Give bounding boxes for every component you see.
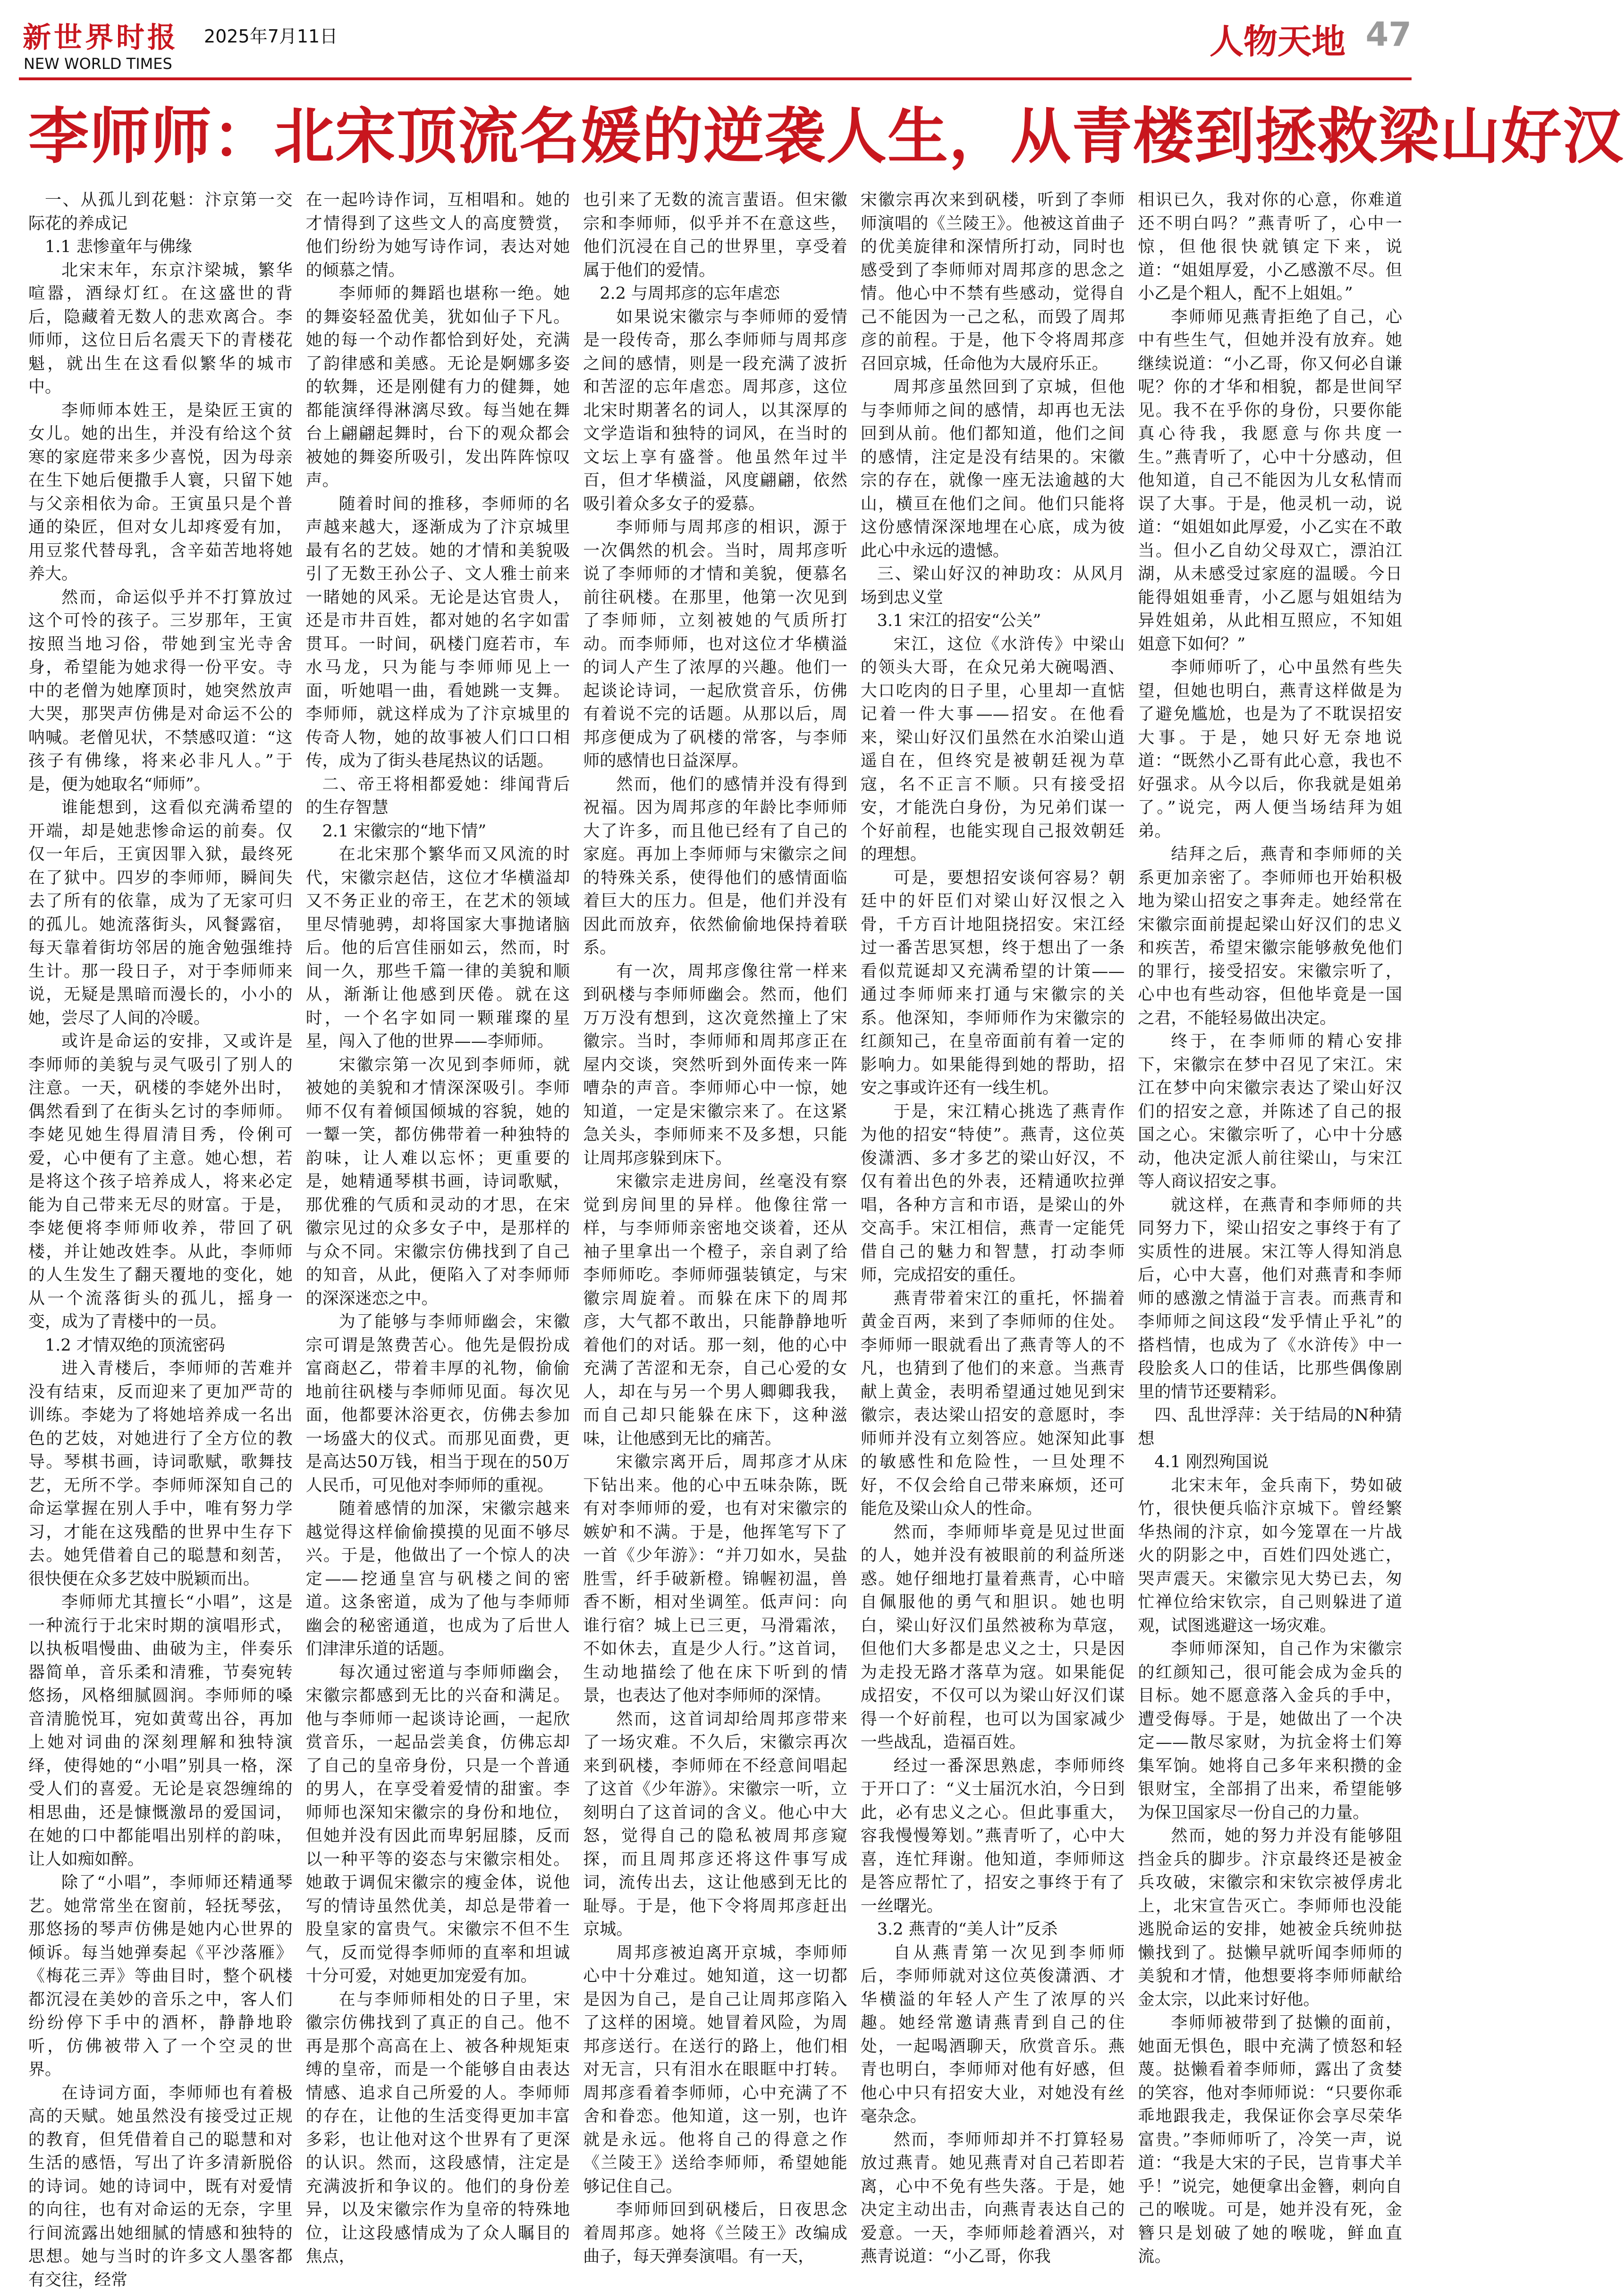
- article-paragraph: 周邦彦被迫离开京城，李师师心中十分难过。她知道，这一切都是因为自己，是自己让周邦彦陷入了这样的困境。她冒着风险，为周邦彦送行。在送行的路上，他们相对无言，只有泪水在眼眶中打转。周邦彦看着李师师，心中充满了不舍和眷恋。他知道，这一别，也许就是永远。他将自己的得意之作《兰陵王》送给李师师，希望她能够记住自己。: [583, 1942, 847, 2199]
- article-paragraph: 有一次，周邦彦像往常一样来到矾楼与李师师幽会。然而，他们万万没有想到，这次竟然撞上了宋徽宗。当时，李师师和周邦彦正在屋内交谈，突然听到外面传来一阵嘈杂的声音。李师师心中一惊，她知道，一定是宋徽宗来了。在这紧急关头，李师师来不及多想，只能让周邦彦躲到床下。: [583, 960, 847, 1171]
- article-headline: 李师师：北宋顶流名媛的逆袭人生，从青楼到拯救梁山好汉: [28, 90, 1402, 184]
- section-subheading: 三、梁山好汉的神助攻：从风月场到忠义堂: [861, 563, 1125, 609]
- article-paragraph: 宋徽宗走进房间，丝毫没有察觉到房间里的异样。他像往常一样，与李师师亲密地交谈着，还从袖子里拿出一个橙子，亲自剥了给李师师吃。李师师强装镇定，与宋徽宗周旋着。而躲在床下的周邦彦，大气都不敢出，只能静静地听着他们的对话。那一刻，他的心中充满了苦涩和无奈，自己心爱的女人，却在与另一个男人卿卿我我，而自己却只能躲在床下，这种滋味，让他感到无比的痛苦。: [583, 1170, 847, 1451]
- section-subheading: 4.1 刚烈殉国说: [1138, 1451, 1402, 1474]
- article-paragraph: 可是，要想招安谈何容易？朝廷中的奸臣们对梁山好汉恨之入骨，千方百计地阻挠招安。宋江经过一番苦思冥想，终于想出了一条看似荒诞却又充满希望的计策——通过李师师来打通与宋徽宗的关系。他深知，李师师作为宋徽宗的红颜知己，在皇帝面前有着一定的影响力。如果能得到她的帮助，招安之事或许还有一线生机。: [861, 867, 1125, 1100]
- article-paragraph: 除了“小唱”，李师师还精通琴艺。她常常坐在窗前，轻抚琴弦，那悠扬的琴声仿佛是她内心世界的倾诉。每当她弹奏起《平沙落雁》《梅花三弄》等曲目时，整个矾楼都沉浸在美妙的音乐之中，客人们纷纷停下手中的酒杯，静静地聆听，仿佛被带入了一个空灵的世界。: [28, 1871, 293, 2082]
- article-paragraph: 终于，在李师师的精心安排下，宋徽宗在梦中召见了宋江。宋江在梦中向宋徽宗表达了梁山好汉们的招安之意，并陈述了自己的报国之心。宋徽宗听了，心中十分感动，他决定派人前往梁山，与宋江等人商议招安之事。: [1138, 1030, 1402, 1194]
- article-paragraph: 然而，李师师毕竟是见过世面的人，她并没有被眼前的利益所迷惑。她仔细地打量着燕青，心中暗自佩服他的勇气和胆识。她也明白，梁山好汉们虽然被称为草寇，但他们大多都是忠义之士，只是因为走投无路才落草为寇。如果能促成招安，不仅可以为梁山好汉们谋得一个好前程，也可以为国家减少一些战乱，造福百姓。: [861, 1521, 1125, 1755]
- article-paragraph: 在北宋那个繁华而又风流的时代，宋徽宗赵佶，这位才华横溢却又不务正业的帝王，在艺术的领域里尽情驰骋，却将国家大事抛诸脑后。他的后宫佳丽如云，然而，时间一久，那些千篇一律的美貌和顺从，渐渐让他感到厌倦。就在这时，一个名字如同一颗璀璨的星星，闯入了他的世界——李师师。: [306, 843, 570, 1054]
- masthead-divider: [19, 77, 1412, 80]
- section-subheading: 一、从孤儿到花魁：汴京第一交际花的养成记: [28, 189, 293, 236]
- article-paragraph: 然而，这首词却给周邦彦带来了一场灾难。不久后，宋徽宗再次来到矾楼，李师师在不经意间唱起了这首《少年游》。宋徽宗一听，立刻明白了这首词的含义。他心中大怒，觉得自己的隐私被周邦彦窥探，而且周邦彦还将这件事写成词，流传出去，这让他感到无比的耻辱。于是，他下令将周邦彦赶出京城。: [583, 1708, 847, 1942]
- section-subheading: 2.2 与周邦彦的忘年虐恋: [583, 282, 847, 306]
- article-column-3: [583, 189, 847, 2157]
- section-subheading: 1.1 悲惨童年与佛缘: [28, 236, 293, 259]
- article-paragraph: 在与李师师相处的日子里，宋徽宗仿佛找到了真正的自己。他不再是那个高高在上、被各种规矩束缚的皇帝，而是一个能够自由表达情感、追求自己所爱的人。李师师的存在，让他的生活变得更加丰富多彩，也让他对这个世界有了更深的认识。然而，这段感情，注定是充满波折和争议的。他们的身份差异，以及宋徽宗作为皇帝的特殊地位，让这段感情成为了众人瞩目的焦点，: [306, 1988, 570, 2269]
- article-paragraph: 结拜之后，燕青和李师师的关系更加亲密了。李师师也开始积极地为梁山招安之事奔走。她经常在宋徽宗面前提起梁山好汉们的忠义和疾苦，希望宋徽宗能够赦免他们的罪行，接受招安。宋徽宗听了，心中也有些动容，但他毕竟是一国之君，不能轻易做出决定。: [1138, 843, 1402, 1030]
- article-paragraph: 李师师本姓王，是染匠王寅的女儿。她的出生，并没有给这个贫寒的家庭带来多少喜悦，因为母亲在生下她后便撒手人寰，只留下她与父亲相依为命。王寅虽只是个普通的染匠，但对女儿却疼爱有加，用豆浆代替母乳，含辛茹苦地将她养大。: [28, 399, 293, 586]
- section-title: 人物天地: [1210, 14, 1345, 63]
- article-paragraph: 然而，李师师却并不打算轻易放过燕青。她见燕青对自己若即若离，心中不免有些失落。于是，她决定主动出击，向燕青表达自己的爱意。一天，李师师趁着酒兴，对燕青说道：“小乙哥，你我: [861, 2129, 1125, 2269]
- article-column-4: [861, 189, 1125, 2157]
- section-subheading: 四、乱世浮萍：关于结局的N种猜想: [1138, 1404, 1402, 1451]
- issue-date: 2025年7月11日: [204, 22, 338, 48]
- article-paragraph: 李师师深知，自己作为宋徽宗的红颜知己，很可能会成为金兵的目标。她不愿意落入金兵的手中，遭受侮辱。于是，她做出了一个决定——散尽家财，为抗金将士们筹集军饷。她将自己多年来积攒的金银财宝，全部捐了出来，希望能够为保卫国家尽一份自己的力量。: [1138, 1638, 1402, 1825]
- article-paragraph: 宋徽宗离开后，周邦彦才从床下钻出来。他的心中五味杂陈，既有对李师师的爱，也有对宋徽宗的嫉妒和不满。于是，他挥笔写下了一首《少年游》：“并刀如水，吴盐胜雪，纤手破新橙。锦幄初温，兽香不断，相对坐调笙。低声问：向谁行宿？城上已三更，马滑霜浓，不如休去，直是少人行。”这首词，生动地描绘了他在床下听到的情景，也表达了他对李师师的深情。: [583, 1451, 847, 1708]
- article-paragraph: 李师师回到矾楼后，日夜思念着周邦彦。她将《兰陵王》改编成曲子，每天弹奏演唱。有一天，: [583, 2199, 847, 2269]
- article-paragraph: 宋徽宗第一次见到李师师，就被她的美貌和才情深深吸引。李师师不仅有着倾国倾城的容貌，她的一颦一笑，都仿佛带着一种独特的韵味，让人难以忘怀；更重要的是，她精通琴棋书画，诗词歌赋，那优雅的气质和灵动的才思，在宋徽宗见过的众多女子中，是那样的与众不同。宋徽宗仿佛找到了自己的知音，从此，便陷入了对李师师的深深迷恋之中。: [306, 1054, 570, 1311]
- article-paragraph: 经过一番深思熟虑，李师师终于开口了：“义士届沉水泊，今日到此，必有忠义之心。但此事重大，容我慢慢筹划。”燕青听了，心中大喜，连忙拜谢。他知道，李师师这是答应帮忙了，招安之事终于有了一丝曙光。: [861, 1755, 1125, 1919]
- article-paragraph: 北宋末年，金兵南下，势如破竹，很快便兵临汴京城下。曾经繁华热闹的汴京，如今笼罩在一片战火的阴影之中，百姓们四处逃亡，哭声震天。宋徽宗见大势已去，匆忙禅位给宋钦宗，自己则躲进了道观，试图逃避这一场灾难。: [1138, 1474, 1402, 1638]
- section-subheading: 1.2 才情双绝的顶流密码: [28, 1334, 293, 1358]
- section-subheading: 2.1 宋徽宗的“地下情”: [306, 820, 570, 844]
- page-number: 47: [1366, 15, 1412, 54]
- article-paragraph: 自从燕青第一次见到李师师后，李师师就对这位英俊潇洒、才华横溢的年轻人产生了浓厚的兴趣。她经常邀请燕青到自己的住处，一起喝酒聊天，欣赏音乐。燕青也明白，李师师对他有好感，但他心中只有招安大业，对她没有丝毫杂念。: [861, 1942, 1125, 2129]
- article-paragraph: 李师师见燕青拒绝了自己，心中有些生气，但她并没有放弃。她继续说道：“小乙哥，你又何必自谦呢？你的才华和相貌，都是世间罕见。我不在乎你的身份，只要你能真心待我，我愿意与你共度一生。”燕青听了，心中十分感动，但他知道，自己不能因为儿女私情而误了大事。于是，他灵机一动，说道：“姐姐如此厚爱，小乙实在不敢当。但小乙自幼父母双亡，漂泊江湖，从未感受过家庭的温暖。今日能得姐姐垂青，小乙愿与姐姐结为异姓姐弟，从此相互照应，不知姐姐意下如何？”: [1138, 306, 1402, 657]
- masthead: [19, 10, 1412, 81]
- section-subheading: 3.2 燕青的“美人计”反杀: [861, 1918, 1125, 1942]
- article-paragraph: 在诗词方面，李师师也有着极高的天赋。她虽然没有接受过正规的教育，但凭借着自己的聪慧和对生活的感悟，写出了许多清新脱俗的诗词。她的诗词中，既有对爱情的向往，也有对命运的无奈，字里行间流露出她细腻的情感和独特的思想。她与当时的许多文人墨客都有交往，经常: [28, 2082, 293, 2292]
- article-paragraph: 然而，他们的感情并没有得到祝福。因为周邦彦的年龄比李师师大了许多，而且他已经有了自己的家庭。再加上李师师与宋徽宗之间的特殊关系，使得他们的感情面临着巨大的压力。但是，他们并没有因此而放弃，依然偷偷地保持着联系。: [583, 773, 847, 960]
- article-paragraph: 相识已久，我对你的心意，你难道还不明白吗？”燕青听了，心中一惊，但他很快就镇定下来，说道：“姐姐厚爱，小乙感激不尽。但小乙是个粗人，配不上姐姐。”: [1138, 189, 1402, 306]
- article-paragraph: 李师师被带到了挞懒的面前，她面无惧色，眼中充满了愤怒和轻蔑。挞懒看着李师师，露出了贪婪的笑容，他对李师师说：“只要你乖乖地跟我走，我保证你会享尽荣华富贵。”李师师听了，冷笑一声，说道：“我是大宋的子民，岂肯事犬羊乎！”说完，她便拿出金簪，刺向自己的喉咙。可是，她并没有死，金簪只是划破了她的喉咙，鲜血直流。: [1138, 2012, 1402, 2269]
- article-column-1: [28, 189, 293, 2157]
- article-paragraph: 燕青带着宋江的重托，怀揣着黄金百两，来到了李师师的住处。李师师一眼就看出了燕青等人的不凡，也猜到了他们的来意。当燕青献上黄金，表明希望通过她见到宋徽宗，表达梁山招安的意愿时，李师师并没有立刻答应。她深知此事的敏感性和危险性，一旦处理不好，不仅会给自己带来麻烦，还可能危及梁山众人的性命。: [861, 1287, 1125, 1521]
- article-paragraph: 于是，宋江精心挑选了燕青作为他的招安“特使”。燕青，这位英俊潇洒、多才多艺的梁山好汉，不仅有着出色的外表，还精通吹拉弹唱，各种方言和市语，是梁山的外交高手。宋江相信，燕青一定能凭借自己的魅力和智慧，打动李师师，完成招安的重任。: [861, 1100, 1125, 1287]
- section-subheading: 3.1 宋江的招安“公关”: [861, 609, 1125, 633]
- article-paragraph: 然而，她的努力并没有能够阻挡金兵的脚步。汴京最终还是被金兵攻破，宋徽宗和宋钦宗被俘虏北上，北宋宣告灭亡。李师师也没能逃脱命运的安排，她被金兵统帅挞懒找到了。挞懒早就听闻李师师的美貌和才情，他想要将李师师献给金太宗，以此来讨好他。: [1138, 1825, 1402, 2012]
- article-paragraph: 周邦彦虽然回到了京城，但他与李师师之间的感情，却再也无法回到从前。他们都知道，他们之间的感情，注定是没有结果的。宋徽宗的存在，就像一座无法逾越的大山，横亘在他们之间。他们只能将这份感情深深地埋在心底，成为彼此心中永远的遗憾。: [861, 376, 1125, 563]
- article-paragraph: 就这样，在燕青和李师师的共同努力下，梁山招安之事终于有了实质性的进展。宋江等人得知消息后，心中大喜，他们对燕青和李师师的感激之情溢于言表。而燕青和李师师之间这段“发乎情止乎礼”的搭档情，也成为了《水浒传》中一段脍炙人口的佳话，比那些偶像剧里的情节还要精彩。: [1138, 1194, 1402, 1404]
- section-subheading: 二、帝王将相都爱她：绯闻背后的生存智慧: [306, 773, 570, 820]
- article-paragraph: 在一起吟诗作词，互相唱和。她的才情得到了这些文人的高度赞赏，他们纷纷为她写诗作词，表达对她的倾慕之情。: [306, 189, 570, 282]
- article-paragraph: 李师师尤其擅长“小唱”，这是一种流行于北宋时期的演唱形式，以执板唱慢曲、曲破为主，伴奏乐器简单，音乐柔和清雅，节奏宛转悠扬，风格细腻圆润。李师师的嗓音清脆悦耳，宛如黄莺出谷，再加上她对词曲的深刻理解和独特演绎，使得她的“小唱”别具一格，深受人们的喜爱。无论是哀怨缠绵的相思曲，还是慷慨激昂的爱国词，在她的口中都能唱出别样的韵味，让人如痴如醉。: [28, 1591, 293, 1871]
- article-paragraph: 随着感情的加深，宋徽宗越来越觉得这样偷偷摸摸的见面不够尽兴。于是，他做出了一个惊人的决定——挖通皇宫与矾楼之间的密道。这条密道，成为了他与李师师幽会的秘密通道，也成为了后世人们津津乐道的话题。: [306, 1497, 570, 1661]
- newspaper-name: 新世界时报: [23, 15, 178, 56]
- article-column-5: [1138, 189, 1402, 2157]
- article-paragraph: 谁能想到，这看似充满希望的开端，却是她悲惨命运的前奏。仅仅一年后，王寅因罪入狱，最终死在了狱中。四岁的李师师，瞬间失去了所有的依靠，成为了无家可归的孤儿。她流落街头，风餐露宿，每天靠着街坊邻居的施舍勉强维持生计。那一段日子，对于李师师来说，无疑是黑暗而漫长的，小小的她，尝尽了人间的冷暖。: [28, 796, 293, 1030]
- article-paragraph: 随着时间的推移，李师师的名声越来越大，逐渐成为了汴京城里最有名的艺妓。她的才情和美貌吸引了无数王孙公子、文人雅士前来一睹她的风采。无论是达官贵人，还是市井百姓，都对她的名字如雷贯耳。一时间，矾楼门庭若市，车水马龙，只为能与李师师见上一面，听她唱一曲，看她跳一支舞。李师师，就这样成为了汴京城里的传奇人物，她的故事被人们口口相传，成为了街头巷尾热议的话题。: [306, 493, 570, 773]
- article-paragraph: 宋江，这位《水浒传》中梁山的领头大哥，在众兄弟大碗喝酒、大口吃肉的日子里，心里却一直惦记着一件大事——招安。在他看来，梁山好汉们虽然在水泊梁山逍遥自在，但终究是被朝廷视为草寇，名不正言不顺。只有接受招安，才能洗白身份，为兄弟们谋一个好前程，也能实现自己报效朝廷的理想。: [861, 633, 1125, 867]
- article-paragraph: 或许是命运的安排，又或许是李师师的美貌与灵气吸引了别人的注意。一天，矾楼的李姥外出时，偶然看到了在街头乞讨的李师师。李姥见她生得眉清目秀，伶俐可爱，心中便有了主意。她心想，若是将这个孩子培养成人，将来必定能为自己带来无尽的财富。于是，李姥便将李师师收养，带回了矾楼，并让她改姓李。从此，李师师的人生发生了翻天覆地的变化，她从一个流落街头的孤儿，摇身一变，成为了青楼中的一员。: [28, 1030, 293, 1334]
- article-column-2: [306, 189, 570, 2157]
- article-paragraph: 每次通过密道与李师师幽会，宋徽宗都感到无比的兴奋和满足。他与李师师一起谈诗论画，一起欣赏音乐，一起品尝美食，仿佛忘却了自己的皇帝身份，只是一个普通的男人，在享受着爱情的甜蜜。李师师也深知宋徽宗的身份和地位，但她并没有因此而卑躬屈膝，反而以一种平等的姿态与宋徽宗相处。她敢于调侃宋徽宗的瘦金体，说他写的情诗虽然优美，却总是带着一股皇家的富贵气。宋徽宗不但不生气，反而觉得李师师的直率和坦诚十分可爱，对她更加宠爱有加。: [306, 1661, 570, 1988]
- article-paragraph: 宋徽宗再次来到矾楼，听到了李师师演唱的《兰陵王》。他被这首曲子的优美旋律和深情所打动，同时也感受到了李师师对周邦彦的思念之情。他心中不禁有些感动，觉得自己不能因为一己之私，而毁了周邦彦的前程。于是，他下令将周邦彦召回京城，任命他为大晟府乐正。: [861, 189, 1125, 376]
- article-paragraph: 李师师的舞蹈也堪称一绝。她的舞姿轻盈优美，犹如仙子下凡。她的每一个动作都恰到好处，充满了韵律感和美感。无论是婀娜多姿的软舞，还是刚健有力的健舞，她都能演绎得淋漓尽致。每当她在舞台上翩翩起舞时，台下的观众都会被她的舞姿所吸引，发出阵阵惊叹声。: [306, 282, 570, 493]
- article-paragraph: 然而，命运似乎并不打算放过这个可怜的孩子。三岁那年，王寅按照当地习俗，带她到宝光寺舍身，希望能为她求得一份平安。寺中的老僧为她摩顶时，她突然放声大哭，那哭声仿佛是对命运不公的呐喊。老僧见状，不禁感叹道：“这孩子有佛缘，将来必非凡人。”于是，便为她取名“师师”。: [28, 586, 293, 797]
- article-body: [28, 189, 1402, 2157]
- article-paragraph: 李师师听了，心中虽然有些失望，但她也明白，燕青这样做是为了避免尴尬，也是为了不耽误招安大事。于是，她只好无奈地说道：“既然小乙哥有此心意，我也不好强求。从今以后，你我就是姐弟了。”说完，两人便当场结拜为姐弟。: [1138, 656, 1402, 843]
- article-paragraph: 为了能够与李师师幽会，宋徽宗可谓是煞费苦心。他先是假扮成富商赵乙，带着丰厚的礼物，偷偷地前往矾楼与李师师见面。每次见面，他都要沐浴更衣，仿佛去参加一场盛大的仪式。而那见面费，更是高达50万钱，相当于现在的50万人民币，可见他对李师师的重视。: [306, 1311, 570, 1497]
- article-paragraph: 李师师与周邦彦的相识，源于一次偶然的机会。当时，周邦彦听说了李师师的才情和美貌，便慕名前往矾楼。在那里，他第一次见到了李师师，立刻被她的气质所打动。而李师师，也对这位才华横溢的词人产生了浓厚的兴趣。他们一起谈论诗词，一起欣赏音乐，仿佛有着说不完的话题。从那以后，周邦彦便成为了矾楼的常客，与李师师的感情也日益深厚。: [583, 516, 847, 773]
- article-paragraph: 也引来了无数的流言蜚语。但宋徽宗和李师师，似乎并不在意这些，他们沉浸在自己的世界里，享受着属于他们的爱情。: [583, 189, 847, 282]
- article-paragraph: 如果说宋徽宗与李师师的爱情是一段传奇，那么李师师与周邦彦之间的感情，则是一段充满了波折和苦涩的忘年虐恋。周邦彦，这位北宋时期著名的词人，以其深厚的文学造诣和独特的词风，在当时的文坛上享有盛誉。他虽然年过半百，但才华横溢，风度翩翩，依然吸引着众多女子的爱慕。: [583, 306, 847, 516]
- article-paragraph: 进入青楼后，李师师的苦难并没有结束，反而迎来了更加严苛的训练。李姥为了将她培养成一名出色的艺妓，对她进行了全方位的教导。琴棋书画，诗词歌赋，歌舞技艺，无所不学。李师师深知自己的命运掌握在别人手中，唯有努力学习，才能在这残酷的世界中生存下去。她凭借着自己的聪慧和刻苦，很快便在众多艺妓中脱颖而出。: [28, 1357, 293, 1591]
- article-paragraph: 北宋末年，东京汴梁城，繁华喧嚣，酒绿灯红。在这盛世的背后，隐藏着无数人的悲欢离合。李师师，这位日后名震天下的青楼花魁，就出生在这看似繁华的城市中。: [28, 259, 293, 399]
- newspaper-english-name: NEW WORLD TIMES: [24, 55, 172, 73]
